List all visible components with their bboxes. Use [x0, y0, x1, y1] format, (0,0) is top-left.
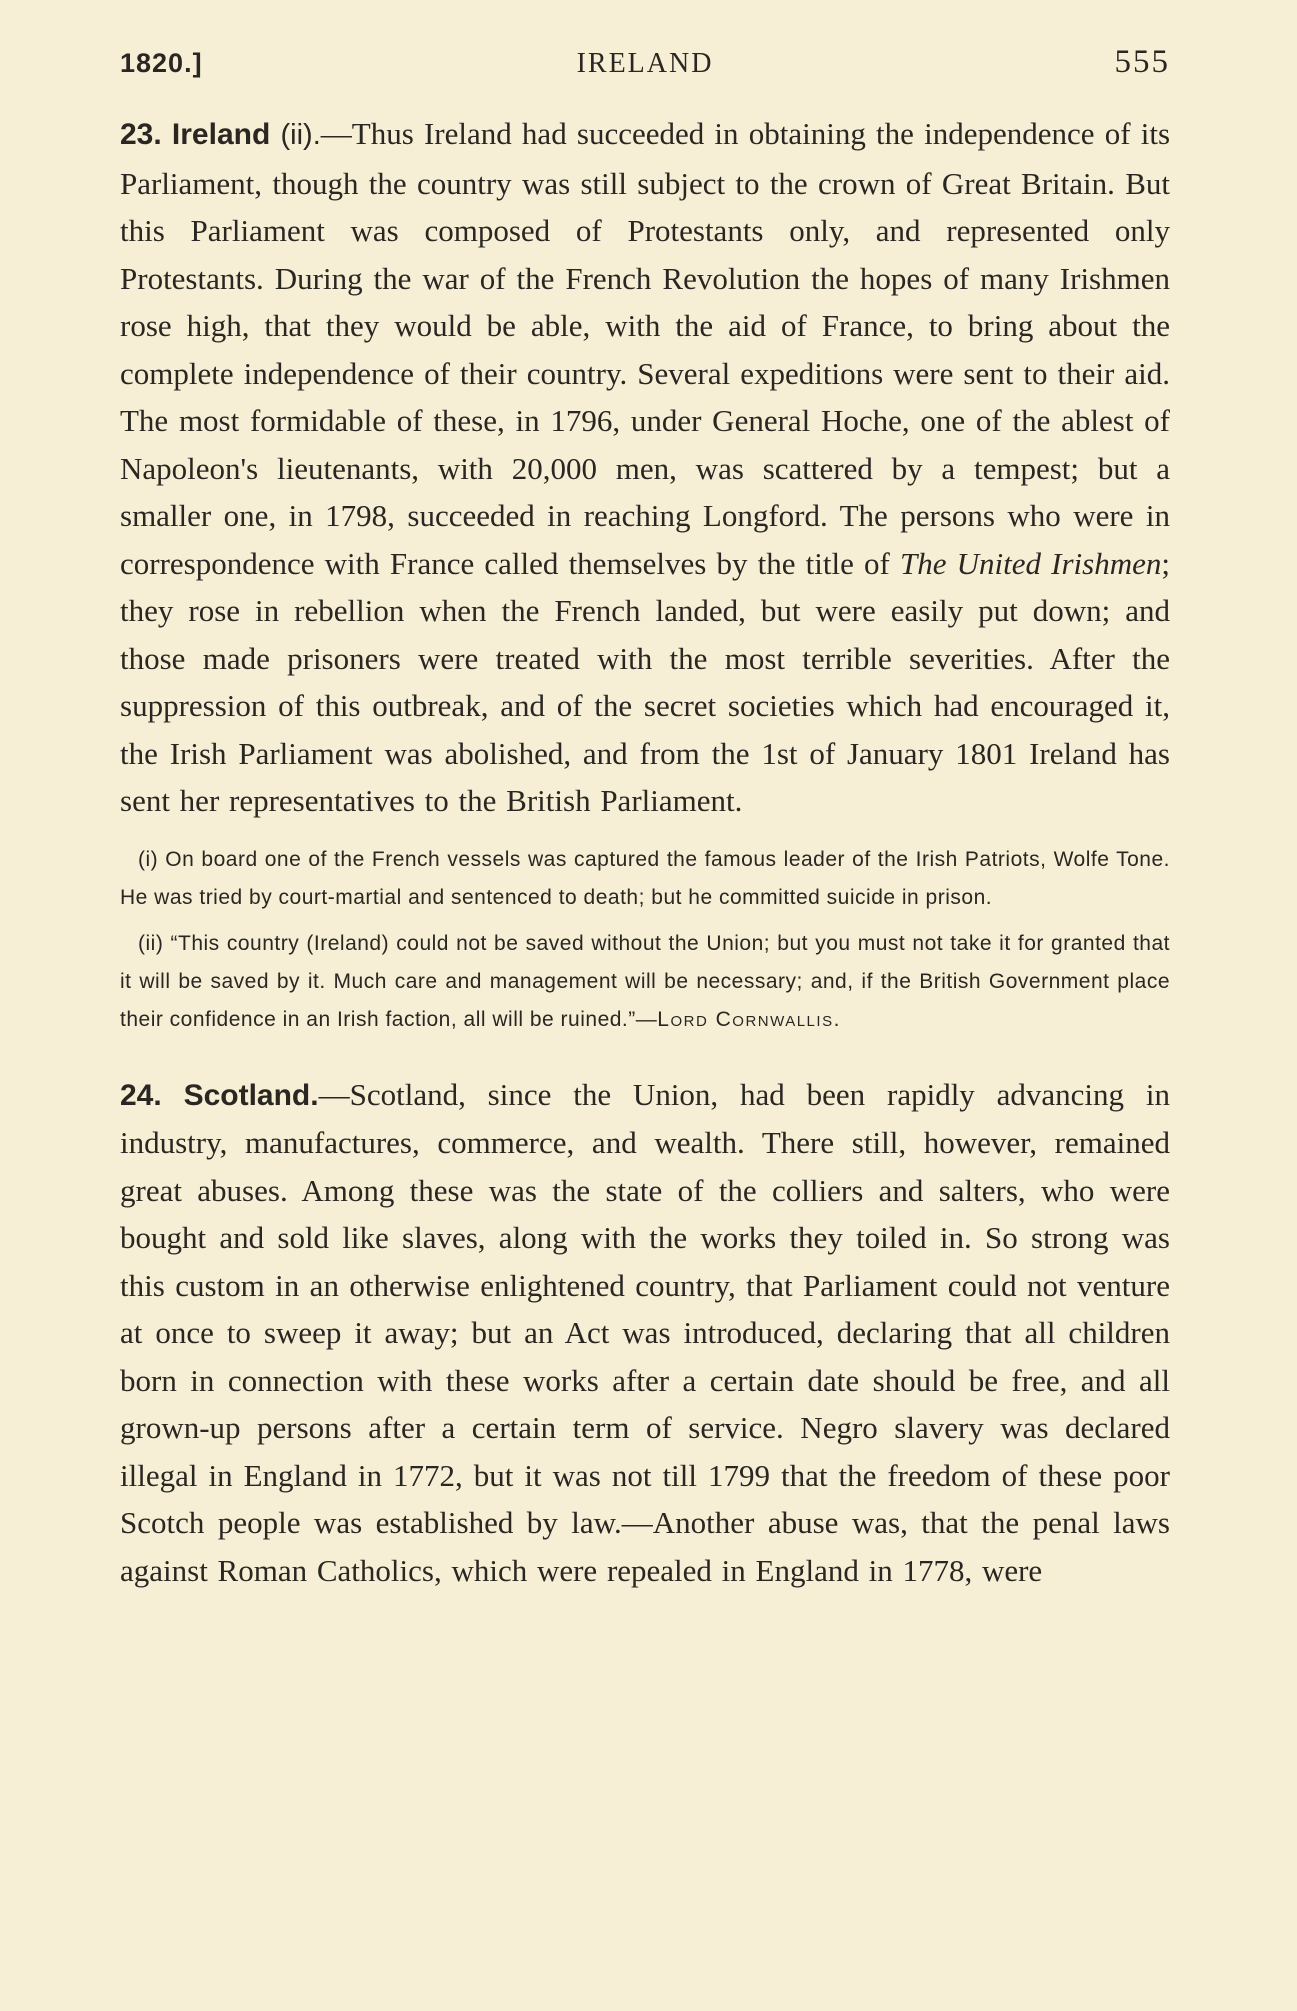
section-23-text-part-2: ; they rose in rebellion when the French landed, but were easily put down; and those made prisoners were treated with the most terrible severities. After the suppression of this outbreak, and of the secret societies which had encouraged it, the Irish Parliament was abolished, and from the 1st of January 1801 Ireland has sent her representatives to the British Parliament.: [120, 545, 1170, 818]
book-page: [120, 40, 1170, 1594]
section-24-text: —Scotland, since the Union, had been rapidly advancing in industry, manufactures, commerce, and wealth. There still, however, remained great abuses. Among these was the state of the colliers and salters, who were bought and sold like slaves, along with the works they toiled in. So strong was this custom in an otherwise enlightened country, that Parliament could not venture at once to sweep it away; but an Act was introduced, declaring that all children born in connection with these works after a certain date should be free, and all grown-up persons after a certain term of service. Negro slavery was declared illegal in England in 1772, but it was not till 1799 that the freedom of these poor Scotch people was established by law.—Another abuse was, that the penal laws against Roman Catholics, which were repealed in England in 1778, were: [120, 1076, 1170, 1588]
section-24-title: Scotland.: [183, 1078, 319, 1112]
section-23-number: 23.: [120, 118, 162, 151]
section-23-paragraph: [120, 110, 1170, 825]
footnote-ii-author: Lord Cornwallis.: [657, 1007, 841, 1031]
footnote-ii: [120, 925, 1170, 1039]
footnotes: [120, 841, 1170, 1039]
header-title: IRELAND: [576, 48, 714, 79]
section-24-paragraph: [120, 1071, 1170, 1595]
section-23-italic-title: The United Irishmen: [899, 545, 1162, 581]
header-year: 1820.]: [120, 48, 203, 78]
section-24-scotland: [120, 1071, 1170, 1595]
section-23-title: Ireland: [171, 118, 271, 151]
footnote-ii-text: (ii) “This country (Ireland) could not be saved without the Union; but you must not take it for granted that it will be saved by it. Much care and management will be necessary; and, if the British Government place their confidence in an Irish faction, all will be ruined.”—: [120, 931, 1170, 1031]
section-24-number: 24.: [120, 1078, 162, 1112]
section-23-text-part-1: —Thus Ireland had succeeded in obtaining the independence of its Parliament, though the country was still subject to the crown of Great Britain. But this Parliament was composed of Protestants only, and represented only Protestants. During the war of the French Revolution the hopes of many Irishmen rose high, that they would be able, with the aid of France, to bring about the complete independence of their country. Several expeditions were sent to their aid. The most formidable of these, in 1796, under General Hoche, one of the ablest of Napoleon's lieutenants, with 20,000 men, was scattered by a tempest; but a smaller one, in 1798, succeeded in reaching Longford. The persons who were in correspondence with France called themselves by the title of: [120, 116, 1171, 581]
running-head: [120, 40, 1170, 90]
section-23-ireland: [120, 110, 1170, 825]
footnote-i: (i) On board one of the French vessels was captured the famous leader of the Irish Patriots, Wolfe Tone. He was tried by court-martial and sentenced to death; but he committed suicide in prison.: [120, 847, 1170, 909]
page-number: 555: [1114, 44, 1170, 80]
section-23-footnote-ref: (ii).: [280, 119, 321, 151]
